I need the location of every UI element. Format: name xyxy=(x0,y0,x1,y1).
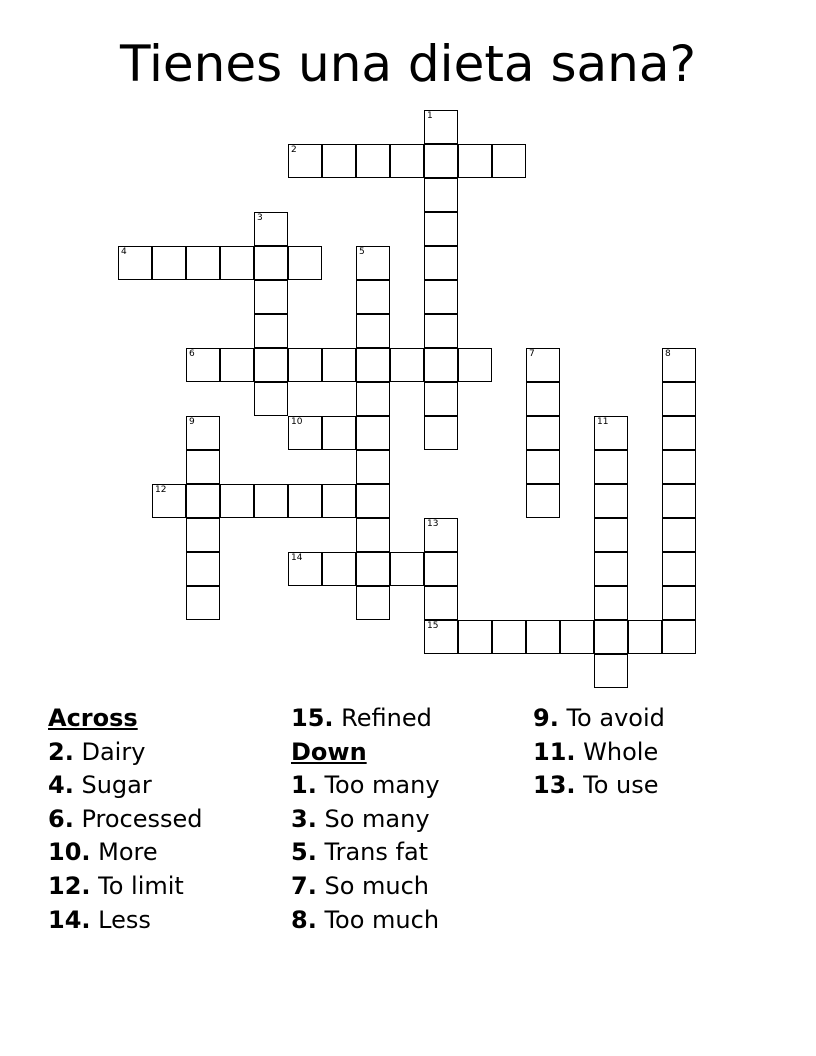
grid-cell[interactable] xyxy=(118,246,152,280)
across-heading: Across xyxy=(48,704,138,732)
grid-cell[interactable] xyxy=(492,144,526,178)
grid-cell[interactable] xyxy=(254,314,288,348)
grid-cell[interactable] xyxy=(458,144,492,178)
clues-column-2 xyxy=(291,702,440,937)
clue-across-15: 15. Refined xyxy=(291,704,432,732)
grid-cell[interactable] xyxy=(220,348,254,382)
clue-across-10: 10. More xyxy=(48,838,158,867)
grid-cell[interactable] xyxy=(220,246,254,280)
grid-cell[interactable] xyxy=(254,280,288,314)
clue-number-11: 11 xyxy=(597,417,609,427)
grid-cell[interactable] xyxy=(390,144,424,178)
clue-down-8: 8. Too much xyxy=(291,905,440,934)
grid-cell[interactable] xyxy=(390,348,424,382)
grid-cell[interactable] xyxy=(662,348,696,382)
grid-cell[interactable] xyxy=(424,348,458,382)
grid-cell[interactable] xyxy=(186,586,220,620)
clue-number-14: 14 xyxy=(291,553,303,563)
grid-cell[interactable] xyxy=(186,450,220,484)
grid-cell[interactable] xyxy=(526,416,560,450)
grid-cell[interactable] xyxy=(288,246,322,280)
grid-cell[interactable] xyxy=(662,382,696,416)
clue-across-4: 4. Sugar xyxy=(48,771,152,800)
grid-cell[interactable] xyxy=(594,484,628,518)
grid-cell[interactable] xyxy=(390,552,424,586)
grid-cell[interactable] xyxy=(254,484,288,518)
grid-cell[interactable] xyxy=(594,518,628,552)
clue-down-9: 9. To avoid xyxy=(533,704,665,732)
clue-down-11: 11. Whole xyxy=(533,737,659,766)
grid-cell[interactable] xyxy=(424,518,458,552)
grid-cell[interactable] xyxy=(186,552,220,586)
grid-cell[interactable] xyxy=(254,212,288,246)
grid-cell[interactable] xyxy=(220,484,254,518)
grid-cell[interactable] xyxy=(424,280,458,314)
grid-cell[interactable] xyxy=(186,348,220,382)
grid-cell[interactable] xyxy=(628,620,662,654)
clues-column-3 xyxy=(533,702,665,803)
grid-cell[interactable] xyxy=(526,620,560,654)
grid-cell[interactable] xyxy=(662,518,696,552)
grid-cell[interactable] xyxy=(322,348,356,382)
clue-down-13: 13. To use xyxy=(533,771,659,800)
grid-cell[interactable] xyxy=(594,416,628,450)
clue-number-1: 1 xyxy=(427,111,433,121)
grid-cell[interactable] xyxy=(254,382,288,416)
grid-cell[interactable] xyxy=(594,654,628,688)
clue-number-6: 6 xyxy=(189,349,195,359)
grid-cell[interactable] xyxy=(492,620,526,654)
grid-cell[interactable] xyxy=(152,246,186,280)
grid-cell[interactable] xyxy=(424,552,458,586)
grid-cell[interactable] xyxy=(356,484,390,518)
grid-cell[interactable] xyxy=(186,246,220,280)
grid-cell[interactable] xyxy=(458,348,492,382)
clue-number-7: 7 xyxy=(529,349,535,359)
grid-cell[interactable] xyxy=(424,246,458,280)
grid-cell[interactable] xyxy=(288,552,322,586)
grid-cell[interactable] xyxy=(356,416,390,450)
grid-cell[interactable] xyxy=(288,416,322,450)
clue-number-3: 3 xyxy=(257,213,263,223)
grid-cell[interactable] xyxy=(254,246,288,280)
clue-down-5: 5. Trans fat xyxy=(291,838,429,867)
clue-number-5: 5 xyxy=(359,247,365,257)
grid-cell[interactable] xyxy=(186,518,220,552)
grid-cell[interactable] xyxy=(424,416,458,450)
grid-cell[interactable] xyxy=(424,620,458,654)
grid-cell[interactable] xyxy=(662,552,696,586)
grid-cell[interactable] xyxy=(356,314,390,348)
clue-down-3: 3. So many xyxy=(291,804,430,833)
grid-cell[interactable] xyxy=(662,484,696,518)
clue-number-13: 13 xyxy=(427,519,439,529)
grid-cell[interactable] xyxy=(356,450,390,484)
grid-cell[interactable] xyxy=(356,280,390,314)
grid-cell[interactable] xyxy=(662,620,696,654)
grid-cell[interactable] xyxy=(322,416,356,450)
clues-column-1 xyxy=(48,702,203,937)
grid-cell[interactable] xyxy=(594,620,628,654)
grid-cell[interactable] xyxy=(424,178,458,212)
grid-cell[interactable] xyxy=(526,348,560,382)
grid-cell[interactable] xyxy=(662,586,696,620)
grid-cell[interactable] xyxy=(526,484,560,518)
grid-cell[interactable] xyxy=(322,144,356,178)
grid-cell[interactable] xyxy=(594,586,628,620)
grid-cell[interactable] xyxy=(356,144,390,178)
grid-cell[interactable] xyxy=(662,416,696,450)
grid-cell[interactable] xyxy=(458,620,492,654)
clue-across-12: 12. To limit xyxy=(48,871,184,900)
grid-cell[interactable] xyxy=(526,382,560,416)
clue-across-6: 6. Processed xyxy=(48,804,203,833)
grid-cell[interactable] xyxy=(322,552,356,586)
clue-down-7: 7. So much xyxy=(291,871,430,900)
clue-down-1: 1. Too many xyxy=(291,771,440,800)
clue-number-10: 10 xyxy=(291,417,303,427)
grid-cell[interactable] xyxy=(254,348,288,382)
grid-cell[interactable] xyxy=(526,450,560,484)
clue-number-12: 12 xyxy=(155,485,167,495)
grid-cell[interactable] xyxy=(594,552,628,586)
puzzle-title: Tienes una dieta sana? xyxy=(119,35,697,93)
grid-cell[interactable] xyxy=(424,144,458,178)
grid-cell[interactable] xyxy=(424,212,458,246)
grid-cell[interactable] xyxy=(356,382,390,416)
grid-cell[interactable] xyxy=(424,586,458,620)
grid-cell[interactable] xyxy=(356,348,390,382)
grid-cell[interactable] xyxy=(356,552,390,586)
grid-cell[interactable] xyxy=(186,416,220,450)
clue-number-4: 4 xyxy=(121,247,127,257)
grid-cell[interactable] xyxy=(356,246,390,280)
grid-cell[interactable] xyxy=(322,484,356,518)
grid-cell[interactable] xyxy=(356,586,390,620)
clue-across-2: 2. Dairy xyxy=(48,737,146,766)
grid-cell[interactable] xyxy=(594,450,628,484)
grid-cell[interactable] xyxy=(288,348,322,382)
grid-cell[interactable] xyxy=(288,144,322,178)
grid-cell[interactable] xyxy=(424,314,458,348)
grid-cell[interactable] xyxy=(424,110,458,144)
down-heading: Down xyxy=(291,737,367,766)
grid-cell[interactable] xyxy=(186,484,220,518)
grid-cell[interactable] xyxy=(356,518,390,552)
grid-cell[interactable] xyxy=(288,484,322,518)
clue-across-14: 14. Less xyxy=(48,905,151,934)
grid-cell[interactable] xyxy=(662,450,696,484)
clue-number-8: 8 xyxy=(665,349,671,359)
clue-number-9: 9 xyxy=(189,417,195,427)
grid-cell[interactable] xyxy=(560,620,594,654)
grid-cell[interactable] xyxy=(152,484,186,518)
grid-cell[interactable] xyxy=(424,382,458,416)
clue-number-2: 2 xyxy=(291,145,297,155)
clue-number-15: 15 xyxy=(427,621,439,631)
